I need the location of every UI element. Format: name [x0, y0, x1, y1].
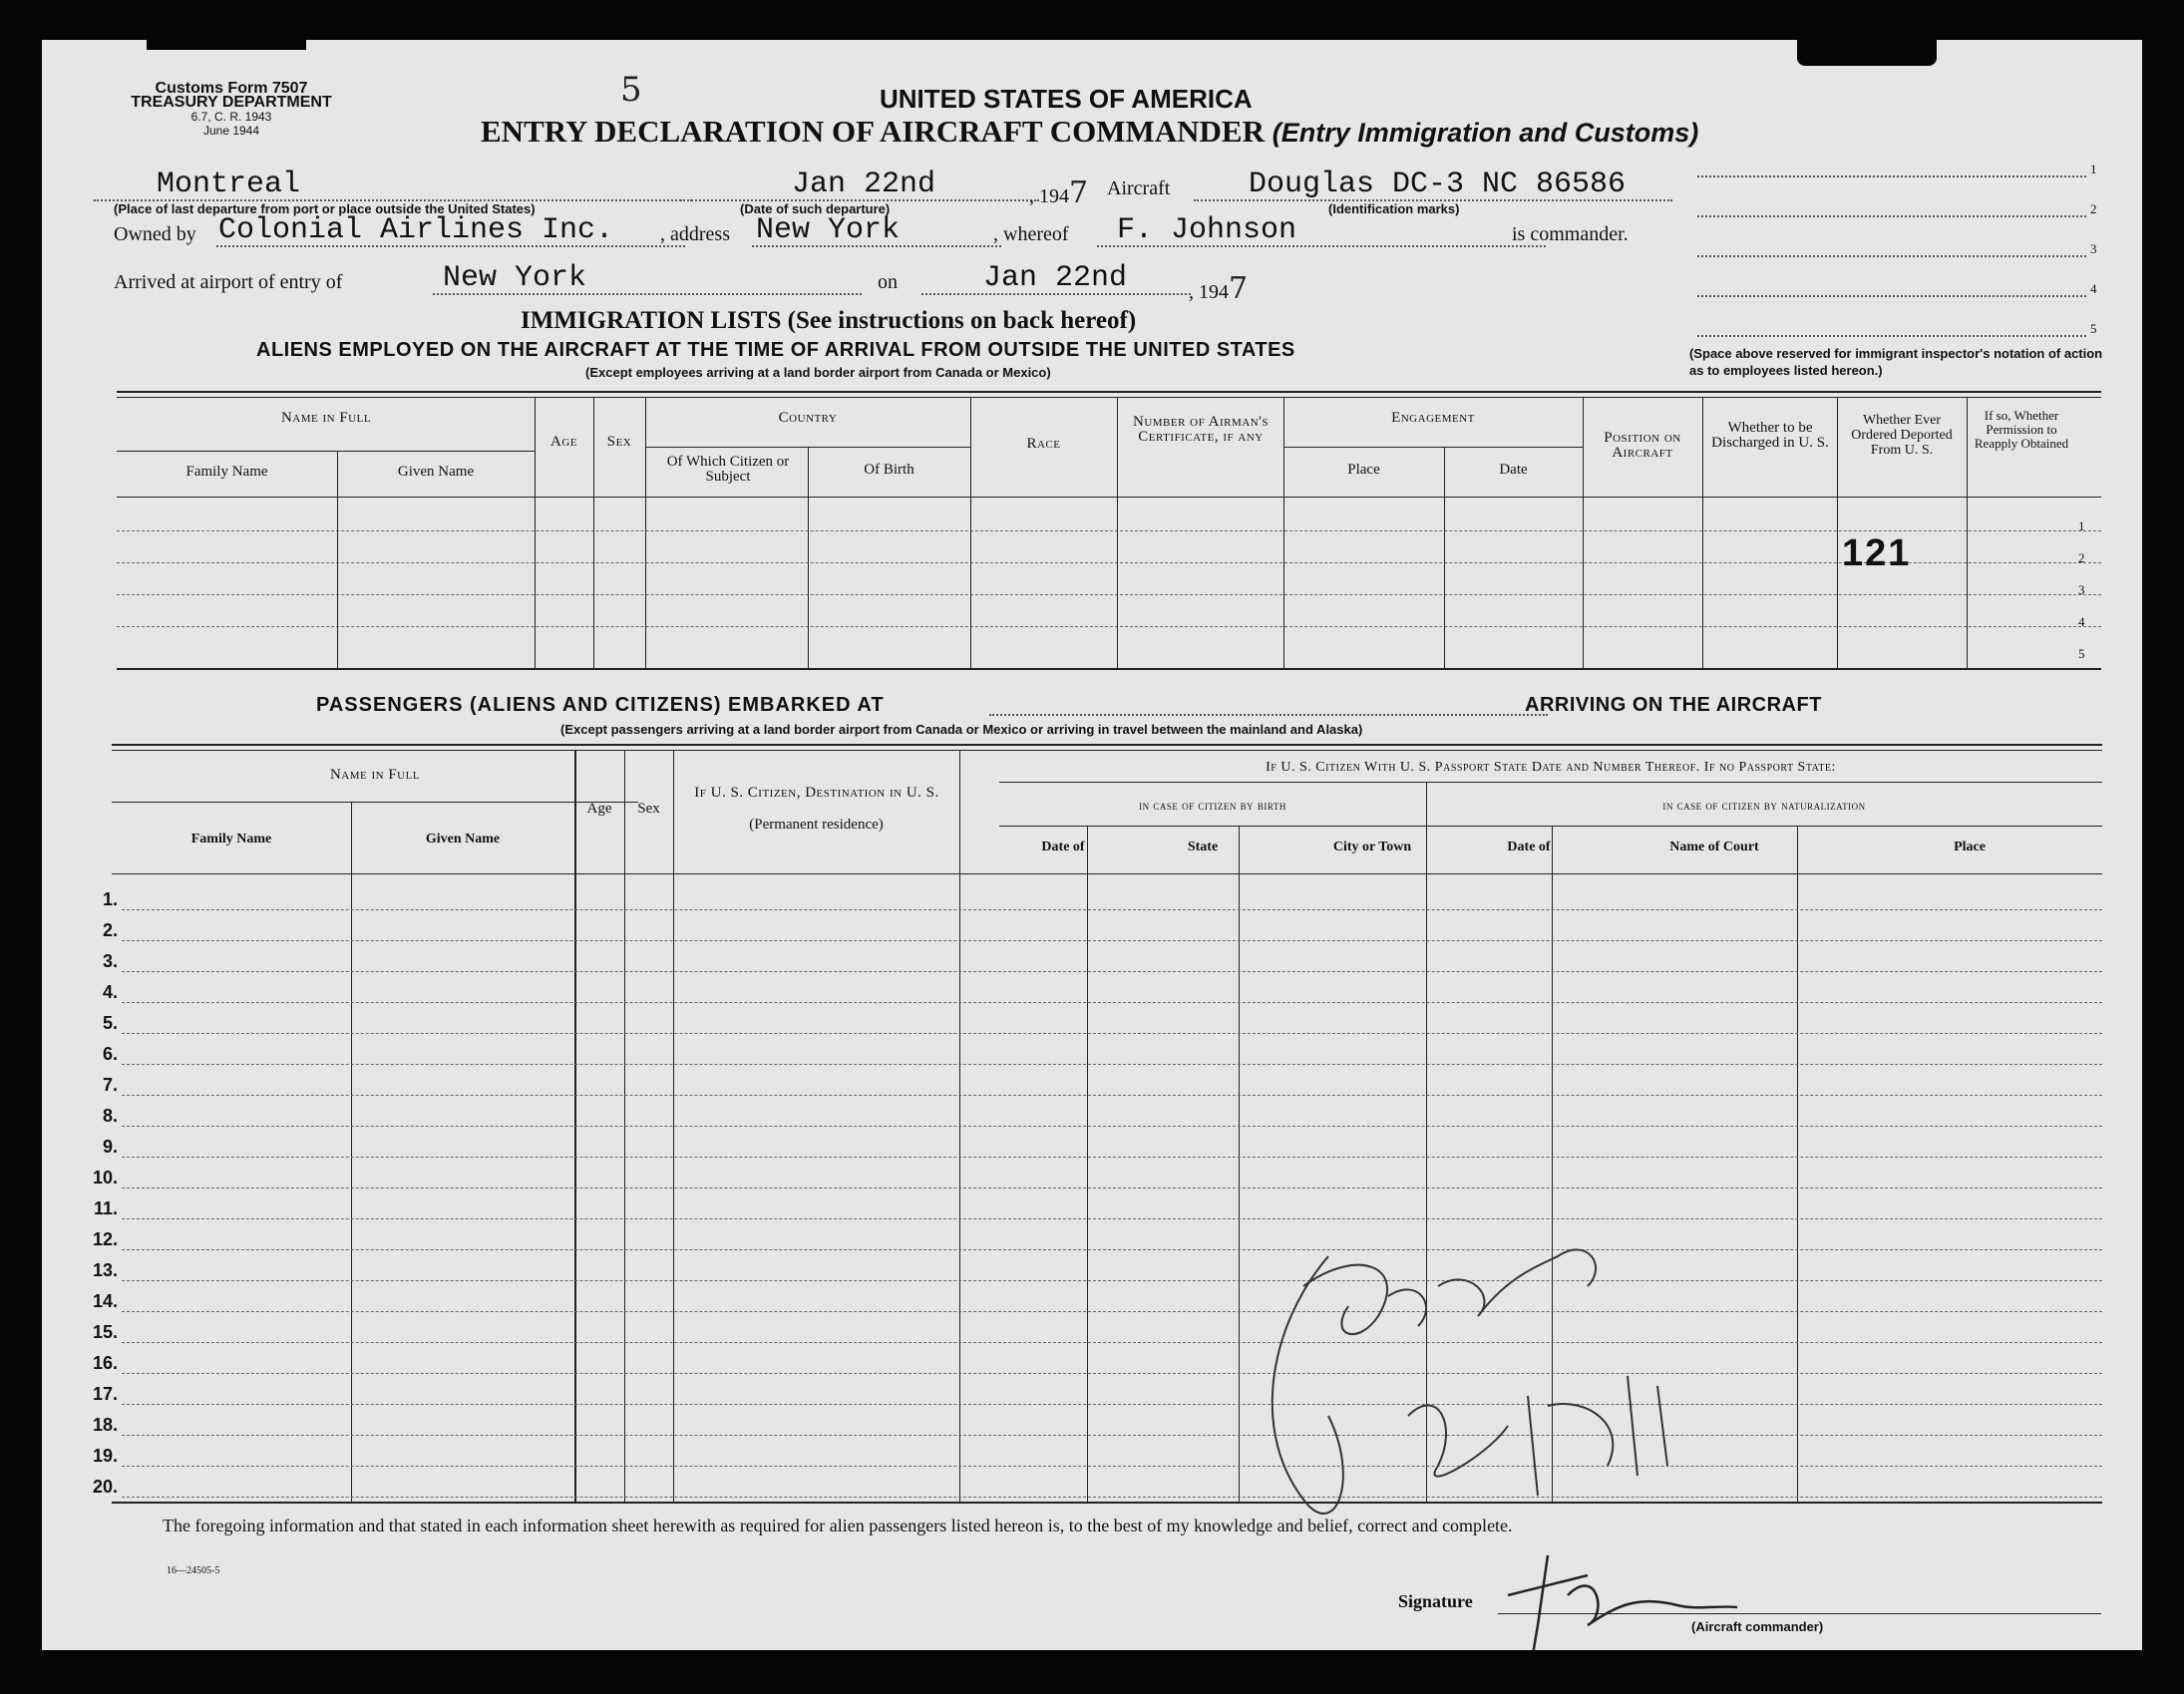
pax-header-residence: (Permanent residence)	[749, 817, 884, 833]
pax-header-city: City or Town	[1332, 840, 1412, 854]
whereof-label: , whereof	[993, 223, 1069, 245]
passenger-row-line[interactable]	[122, 971, 2102, 972]
crew-header-family: Family Name	[185, 464, 268, 480]
crew-row-number: 5	[2078, 646, 2085, 661]
pax-header-given: Given Name	[425, 832, 501, 847]
pax-header-name: Name in Full	[329, 767, 421, 783]
owner-address[interactable]: New York	[756, 213, 901, 247]
arrival-year-prefix: , 194	[1189, 281, 1229, 303]
passenger-row-number: 1.	[102, 889, 118, 909]
immigration-note: (Except employees arriving at a land border airport from Canada or Mexico)	[585, 365, 1051, 380]
passenger-row-line[interactable]	[122, 1404, 2102, 1405]
inspector-line-number: 1	[2090, 162, 2097, 176]
pax-header-state: State	[1187, 840, 1219, 854]
stamp-number: 121	[1842, 532, 1912, 574]
title-suffix: (Entry Immigration and Customs)	[1272, 118, 1699, 148]
arrival-airport[interactable]: New York	[443, 261, 587, 295]
passenger-row-line[interactable]	[122, 1033, 2102, 1034]
passenger-row-line[interactable]	[122, 1002, 2102, 1003]
passengers-note: (Except passengers arriving at a land border airport from Canada or Mexico or arriving in travel between the mainland and Alaska)	[560, 722, 1363, 737]
passenger-row-line[interactable]	[122, 1497, 2102, 1498]
inspector-line-number: 2	[2090, 201, 2097, 216]
arrival-year-digit[interactable]: 7	[1229, 271, 1249, 306]
passenger-row-line[interactable]	[122, 1466, 2102, 1467]
title-main: ENTRY DECLARATION OF AIRCRAFT COMMANDER	[481, 114, 1265, 149]
crew-row-number: 3	[2078, 582, 2085, 597]
passenger-row-number: 14.	[92, 1291, 118, 1311]
passenger-row-number: 19.	[92, 1446, 118, 1466]
crew-header-position: Position on Aircraft	[1604, 430, 1681, 461]
immigration-title: IMMIGRATION LISTS (See instructions on back hereof)	[521, 307, 1137, 334]
handwritten-notation	[1209, 1177, 1767, 1555]
departure-year-digit[interactable]: 7	[1069, 175, 1089, 210]
form-date: June 1944	[202, 124, 260, 138]
passenger-row-number: 8.	[102, 1106, 118, 1126]
crew-header-age: Age	[550, 434, 577, 450]
passenger-row-number: 3.	[102, 951, 118, 971]
passenger-row-number: 12.	[92, 1229, 118, 1249]
arrival-date[interactable]: Jan 22nd	[983, 261, 1128, 295]
form-id-block	[102, 82, 361, 138]
pax-header-court: Name of Court	[1669, 840, 1759, 854]
passenger-row-line[interactable]	[122, 1280, 2102, 1281]
form-sheet	[42, 40, 2142, 1650]
arrival-label: Arrived at airport of entry of	[114, 271, 343, 293]
on-label: on	[878, 271, 898, 293]
passenger-row-line[interactable]	[122, 1249, 2102, 1250]
passenger-row-number: 6.	[102, 1044, 118, 1064]
aircraft-id[interactable]: Douglas DC-3 NC 86586	[1249, 168, 1627, 201]
passenger-row-number: 16.	[92, 1353, 118, 1373]
crew-header-airman: Number of Airman's Certificate, if any	[1132, 414, 1269, 445]
country-heading: UNITED STATES OF AMERICA	[880, 84, 1253, 114]
pax-header-family: Family Name	[190, 832, 272, 847]
page-number: 5	[620, 70, 642, 110]
pax-header-age: Age	[586, 801, 612, 817]
inspector-line-number: 4	[2090, 281, 2097, 296]
crew-header-birth: Of Birth	[864, 462, 914, 478]
pax-header-date-of: Date of	[1041, 840, 1085, 854]
signature-label: Signature	[1398, 1591, 1473, 1611]
passenger-row-number: 13.	[92, 1260, 118, 1280]
departure-year-prefix: , 194	[1029, 185, 1069, 207]
passenger-row-line[interactable]	[122, 940, 2102, 941]
passenger-row-line[interactable]	[122, 1187, 2102, 1188]
pax-header-by-naturalization: in case of citizen by naturalization	[1662, 798, 1866, 813]
passenger-row-line[interactable]	[122, 1157, 2102, 1158]
pax-header-by-birth: in case of citizen by birth	[1139, 798, 1286, 813]
passenger-row-line[interactable]	[122, 1126, 2102, 1127]
address-label: , address	[660, 223, 730, 245]
declaration-text: The foregoing information and that stated in each information sheet herewith as required for alien passengers listed hereon is, to the best of my knowledge and belief, correct and complete.	[163, 1516, 1513, 1535]
departure-place-caption: (Place of last departure from port or place outside the United States)	[114, 201, 536, 216]
form-number: Customs Form 7507	[155, 80, 308, 97]
passenger-row-number: 2.	[102, 920, 118, 940]
pax-header-passport: If U. S. Citizen With U. S. Passport State Date and Number Thereof. If no Passport State:	[1266, 760, 1836, 775]
passenger-row-line[interactable]	[122, 1435, 2102, 1436]
passenger-row-line[interactable]	[122, 1373, 2102, 1374]
crew-header-engagement: Engagement	[1391, 410, 1475, 426]
passenger-row-number: 7.	[102, 1075, 118, 1095]
passenger-row-line[interactable]	[122, 1218, 2102, 1219]
crew-header-sex: Sex	[606, 434, 632, 450]
crew-row-number: 4	[2078, 614, 2085, 629]
crew-header-place: Place	[1347, 462, 1380, 478]
is-commander-label: is commander.	[1512, 223, 1629, 245]
crew-header-given: Given Name	[397, 464, 475, 480]
passenger-row-number: 4.	[102, 982, 118, 1002]
crew-header-deported: Whether Ever Ordered Deported From U. S.	[1851, 413, 1953, 458]
passenger-row-line[interactable]	[122, 1342, 2102, 1343]
crew-header-name: Name in Full	[280, 410, 372, 426]
crew-header-discharged: Whether to be Discharged in U. S.	[1711, 420, 1829, 451]
embarked-line	[989, 714, 1548, 716]
signature-text	[1526, 1579, 1646, 1611]
owned-by-label: Owned by	[114, 223, 196, 245]
print-code: 16—24505-5	[167, 1565, 220, 1576]
crew-header-permission: If so, Whether Permission to Reapply Obtained	[1974, 408, 2069, 451]
aircraft-caption: (Identification marks)	[1328, 201, 1460, 216]
passenger-row-number: 9.	[102, 1137, 118, 1157]
crew-header-country: Country	[778, 410, 838, 426]
crew-row-number: 2	[2078, 550, 2085, 565]
passenger-row-line[interactable]	[122, 1095, 2102, 1096]
paper-tab-left	[147, 40, 306, 50]
pax-header-place: Place	[1954, 840, 1986, 854]
inspector-note: (Space above reserved for immigrant inspector's notation of action as to employees listed hereon.)	[1689, 346, 2103, 378]
immigration-subtitle: ALIENS EMPLOYED ON THE AIRCRAFT AT THE TIME OF ARRIVAL FROM OUTSIDE THE UNITED STATES	[256, 339, 1295, 361]
departure-date[interactable]: Jan 22nd	[792, 168, 936, 201]
crew-row-number: 1	[2078, 518, 2085, 533]
passenger-row-number: 15.	[92, 1322, 118, 1342]
passenger-row-line[interactable]	[122, 1311, 2102, 1312]
passengers-title-right: ARRIVING ON THE AIRCRAFT	[1525, 694, 1822, 716]
department: TREASURY DEPARTMENT	[131, 94, 332, 111]
passenger-row-line[interactable]	[122, 1064, 2102, 1065]
regulation: 6.7, C. R. 1943	[190, 110, 272, 124]
signature-caption: (Aircraft commander)	[1691, 1619, 1824, 1634]
crew-header-date: Date	[1499, 462, 1528, 478]
passenger-row-number: 17.	[92, 1384, 118, 1404]
owner-name[interactable]: Colonial Airlines Inc.	[218, 213, 614, 247]
form-title	[481, 114, 1698, 150]
passenger-row-number: 20.	[92, 1477, 118, 1497]
passenger-row-number: 5.	[102, 1013, 118, 1033]
passenger-row-line[interactable]	[122, 909, 2102, 910]
passengers-title-left: PASSENGERS (ALIENS AND CITIZENS) EMBARKED AT	[316, 694, 885, 716]
aircraft-label: Aircraft	[1107, 177, 1171, 199]
passenger-row-number: 10.	[92, 1168, 118, 1187]
arrival-year	[1189, 271, 1248, 306]
crew-header-race: Race	[1026, 436, 1061, 452]
commander-name[interactable]: F. Johnson	[1117, 213, 1297, 247]
paper-tab	[1797, 40, 1937, 66]
crew-header-citizen: Of Which Citizen or Subject	[666, 454, 790, 485]
departure-date-caption: (Date of such departure)	[740, 201, 891, 216]
departure-place[interactable]: Montreal	[157, 168, 301, 201]
passenger-row-number: 11.	[93, 1198, 118, 1218]
pax-header-date-of-2: Date of	[1507, 840, 1551, 854]
passenger-row-number: 18.	[92, 1415, 118, 1435]
inspector-line-number: 3	[2090, 241, 2097, 256]
pax-header-sex: Sex	[637, 801, 660, 817]
inspector-line-number: 5	[2090, 321, 2097, 336]
pax-header-destination: If U. S. Citizen, Destination in U. S.	[694, 785, 939, 801]
departure-year	[1029, 175, 1088, 210]
